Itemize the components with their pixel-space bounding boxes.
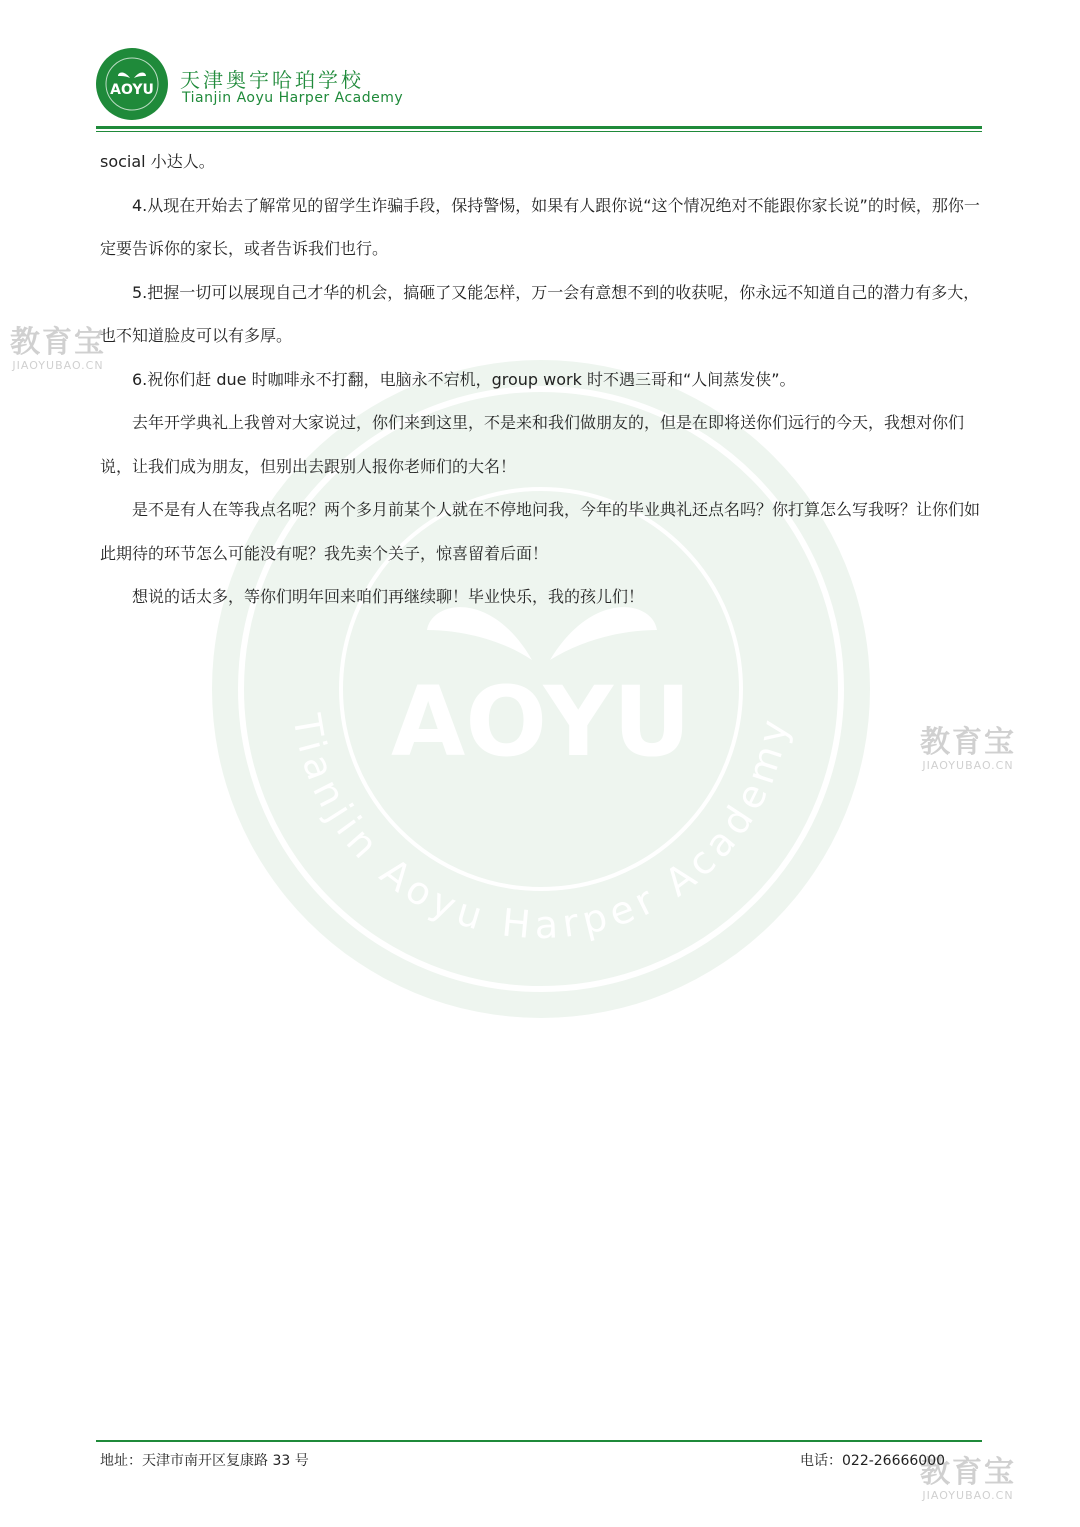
emblem-ring-text: Tianjin Aoyu Harper Academy [284,711,798,948]
site-watermark-name: 教育宝 [10,325,106,360]
site-watermark-domain: JIAOYUBAO.CN [922,759,1014,772]
paragraph: 是不是有人在等我点名呢？两个多月前某个人就在不停地问我，今年的毕业典礼还点名吗？你打算怎么写我呀？让你们如此期待的环节怎么可能没有呢？我先卖个关子，惊喜留着后面！ [100,500,981,563]
letter-body [100,140,984,619]
school-name-english: Tianjin Aoyu Harper Academy [182,90,404,106]
page-header [0,0,1080,140]
site-watermark [920,725,1016,772]
site-watermark-domain: JIAOYUBAO.CN [12,359,104,372]
paragraph: 4.从现在开始去了解常见的留学生诈骗手段，保持警惕，如果有人跟你说“这个情况绝对不能跟你家长说”的时候，那你一定要告诉你的家长，或者告诉我们也行。 [100,195,980,258]
header-divider [96,126,982,129]
paragraph: 去年开学典礼上我曾对大家说过，你们来到这里，不是来和我们做朋友的，但是在即将送你们远行的今天，我想对你们说，让我们成为朋友，但别出去跟别人报你老师们的大名！ [100,413,965,476]
paragraph: 6.祝你们赶 due 时咖啡永不打翻，电脑永不宕机，group work 时不遇三哥和“人间蒸发侠”。 [132,369,796,389]
site-watermark-name: 教育宝 [920,1455,1016,1490]
paragraph: 5.把握一切可以展现自己才华的机会，搞砸了又能怎样，万一会有意想不到的收获呢，你永远不知道自己的潜力有多大，也不知道脸皮可以有多厚。 [100,282,980,345]
school-logo [96,48,168,120]
paragraph: social 小达人。 [100,152,215,171]
emblem-center-text: AOYU [391,666,691,778]
paragraph: 想说的话太多，等你们明年回来咱们再继续聊！毕业快乐，我的孩儿们！ [132,587,645,606]
footer-divider [96,1440,982,1442]
school-name-chinese: 天津奥宇哈珀学校 [180,68,364,92]
footer-address: 地址：天津市南开区复康路 33 号 [100,1453,309,1469]
site-watermark-name: 教育宝 [920,725,1016,760]
footer-phone: 电话：022-26666000 [800,1453,946,1469]
header-divider-thin [96,131,982,132]
site-watermark [10,325,106,372]
site-watermark-domain: JIAOYUBAO.CN [922,1489,1014,1502]
logo-text: AOYU [110,82,154,98]
